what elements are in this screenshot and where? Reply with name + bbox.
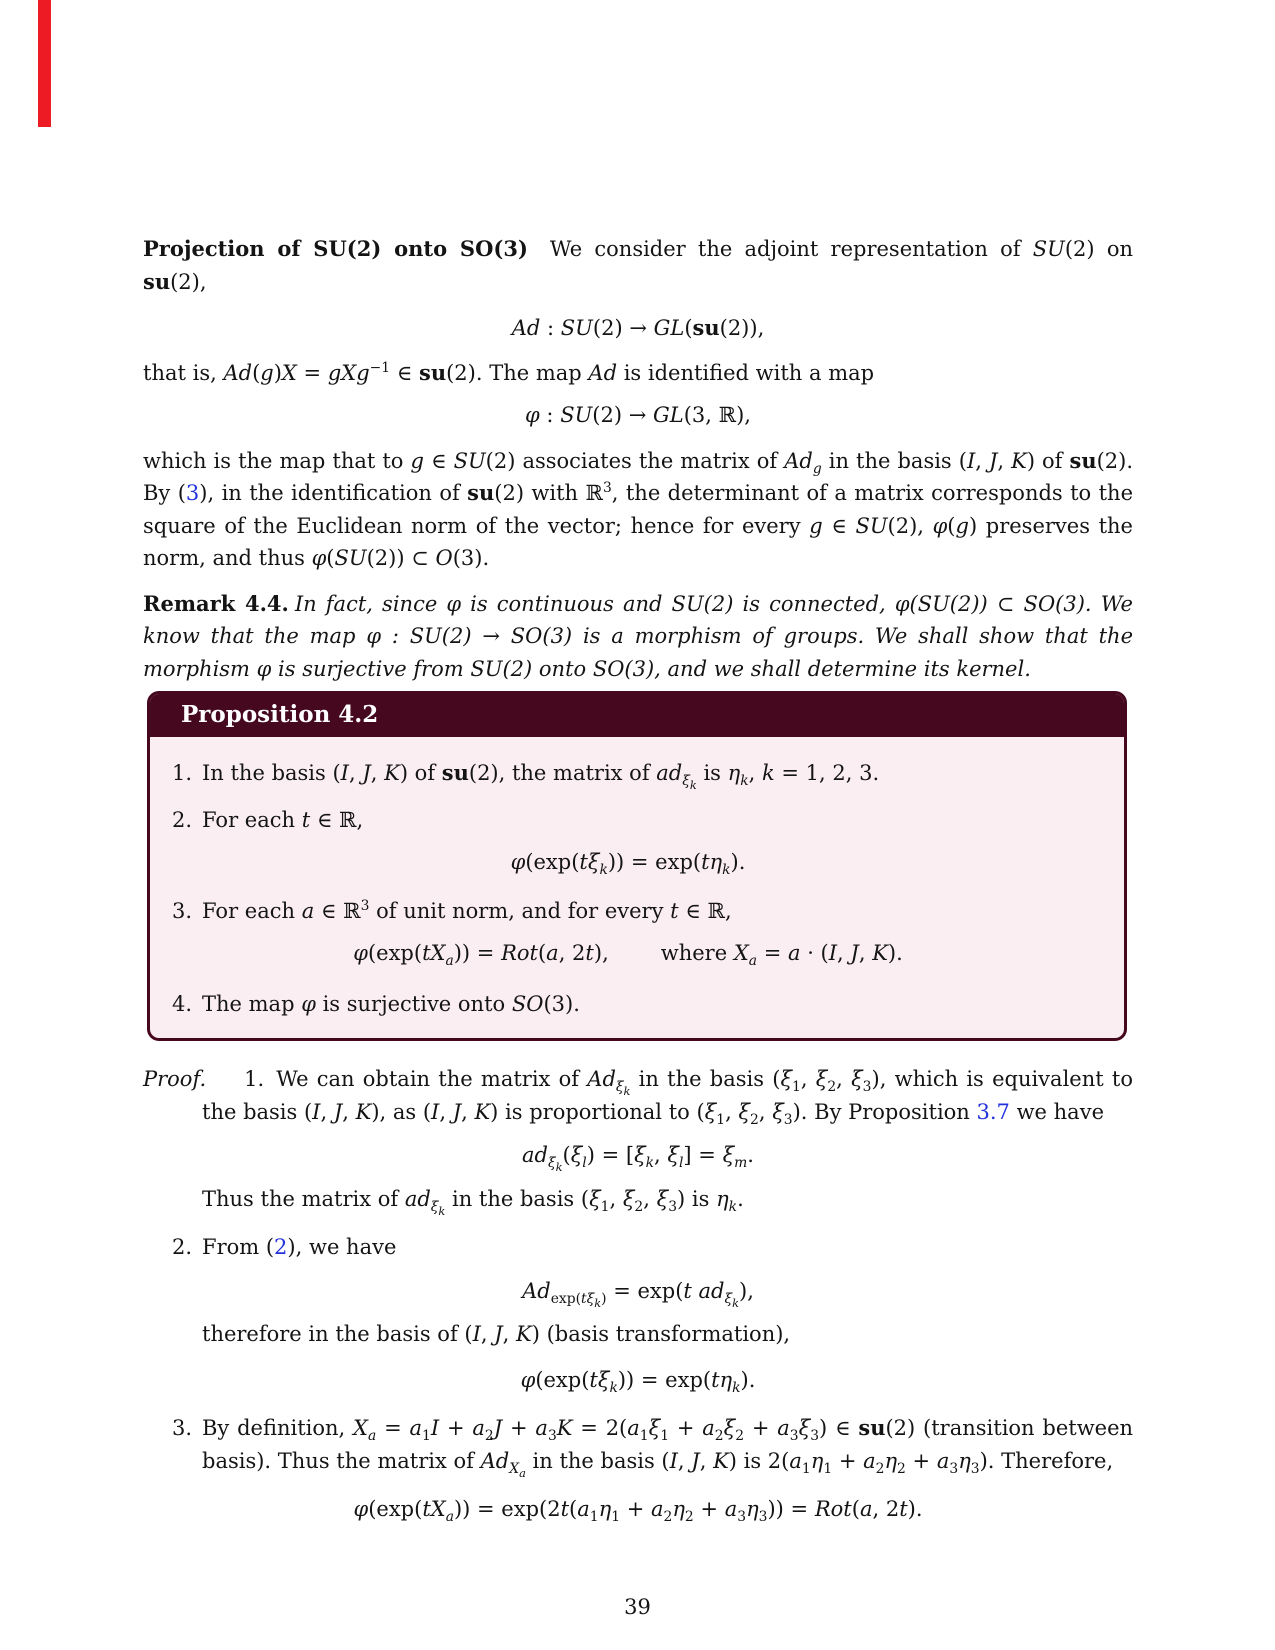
ref-link-eq3[interactable]: 3 (185, 481, 200, 505)
proposition-item-1 (150, 757, 1106, 790)
item-text: For each a ∈ ℝ$^3$ of unit norm, and for every t ∈ ℝ, (202, 897, 732, 923)
proposition-item-3 (150, 895, 1106, 928)
display-equation-ad-map: Ad : SU(2) → GL(su(2)), (511, 315, 765, 340)
proposition-item-2 (150, 804, 1106, 837)
proof-item-1-conclusion: Thus the matrix of $ad_{\xi_k}$ in the basis ($\xi_1$, $\xi_2$, $\xi_3$) is $\eta_k$. (202, 1186, 744, 1218)
proposition-box-body (150, 737, 1124, 1038)
display-equation-phi-exp: $\varphi(\exp(t\xi_k)) = \exp(t\eta_k)$. (520, 1367, 756, 1396)
item-text: In the basis (I, J, K) of su(2), the matrix of $ad_{\xi_k}$ is $\eta_k$, k = 1, 2, 3. (202, 760, 880, 792)
ref-link-eq2[interactable]: 2 (274, 1235, 288, 1259)
item-text: From (2), we have (202, 1235, 397, 1259)
intro-paragraph (143, 233, 1133, 298)
red-bookmark-marker (38, 0, 51, 127)
proof-item-2 (143, 1231, 1133, 1264)
item-number: 3. (172, 1416, 193, 1440)
remark-paragraph (143, 588, 1133, 686)
paragraph-which-is-the-map: which is the map that to g ∈ SU(2) associates the matrix of $Ad_g$ in the basis (I, J, K) of su(2). By (3), in the identification of su(2) with ℝ$^3$, the determinant of a matrix corresponds to the square of the Euclidean norm of the vector; hence for every g ∈ SU(2), φ(g) preserves the norm, and thus φ(SU(2)) ⊂ O(3). (143, 447, 1134, 570)
remark-label: Remark 4.4. (143, 590, 289, 616)
display-equation-ad-bracket: $ad_{\xi_k}(\xi_l) = [\xi_k$, $\xi_l] = \xi_m$. (522, 1143, 754, 1174)
item-number: 1. (244, 1067, 265, 1091)
item-text: The map φ is surjective onto SO(3). (202, 991, 580, 1016)
text-column (143, 233, 1133, 1542)
proof-label: Proof. (143, 1067, 207, 1091)
proof-item-1 (143, 1063, 1133, 1128)
intro-lead-text: We consider the adjoint representation of SU(2) on su(2), (143, 237, 1133, 294)
proof-item-2-continuation: therefore in the basis of (I, J, K) (basis transformation), (202, 1322, 791, 1346)
display-equation-phi-exp-xi: $\varphi(\exp(t\xi_k)) = \exp(t\eta_k)$. (510, 850, 746, 879)
item-text: By definition, $X_a = a_1I + a_2J + a_3K = 2(a_1\xi_1 + a_2\xi_2 + a_3\xi_3)$ ∈ su(2) (transition between basis). Thus the matrix of $Ad_{X_a}$ in the basis (I, J, K) is $2(a_1\eta_1 + a_2\eta_2 + a_3\eta_3)$. Therefore, (202, 1415, 1134, 1480)
proof-item-3 (143, 1412, 1134, 1480)
proof-section (143, 1063, 1133, 1526)
ref-link-prop-3-7[interactable]: 3.7 (976, 1099, 1010, 1124)
proposition-box-title: Proposition 4.2 (150, 694, 1124, 737)
display-equation-final-rot: $\varphi(\exp(tX_a)) = \exp(2t(a_1\eta_1 + a_2\eta_2 + a_3\eta_3)) = Rot(a$, 2t). (353, 1497, 923, 1526)
item-number: 3. (172, 898, 193, 923)
page-number: 39 (624, 1595, 651, 1619)
section-heading: Projection of SU(2) onto SO(3) (143, 236, 528, 261)
item-number: 2. (172, 807, 193, 832)
proposition-box (147, 691, 1127, 1041)
paragraph-that-is: that is, Ad(g)X = gXg$^{-1}$ ∈ su(2). The map Ad is identified with a map (143, 359, 875, 385)
item-text: We can obtain the matrix of $Ad_{\xi_k}$ in the basis ($\xi_1$, $\xi_2$, $\xi_3$), which is equivalent to the basis (I, J, K), as (I, J, K) is proportional to ($\xi_1$, $\xi_2$, $\xi_3$). By Proposition 3.7 we have (202, 1067, 1133, 1128)
proposition-item-4 (150, 988, 1106, 1021)
display-equation-ad-exp: $Ad_{exp(t\xi_k)} = \exp(t$ $ad_{\xi_k}$), (522, 1278, 754, 1310)
item-number: 1. (172, 761, 193, 785)
remark-body: In fact, since φ is continuous and SU(2) is connected, φ(SU(2)) ⊂ SO(3). We know that the map φ : SU(2) → SO(3) is a morphism of groups. We shall show that the morphism φ is surjective from SU(2) onto SO(3), and we shall determine its kernel. (143, 591, 1133, 681)
display-equation-rot: $\varphi(\exp(tX_a)) = Rot(a$, 2t), where $X_a = a \cdot (I$, J, K). (353, 941, 903, 970)
display-equation-phi-map: φ : SU(2) → GL(3, ℝ), (525, 403, 751, 427)
item-number: 2. (172, 1235, 193, 1259)
item-text: For each t ∈ ℝ, (202, 807, 364, 832)
item-number: 4. (172, 991, 193, 1016)
